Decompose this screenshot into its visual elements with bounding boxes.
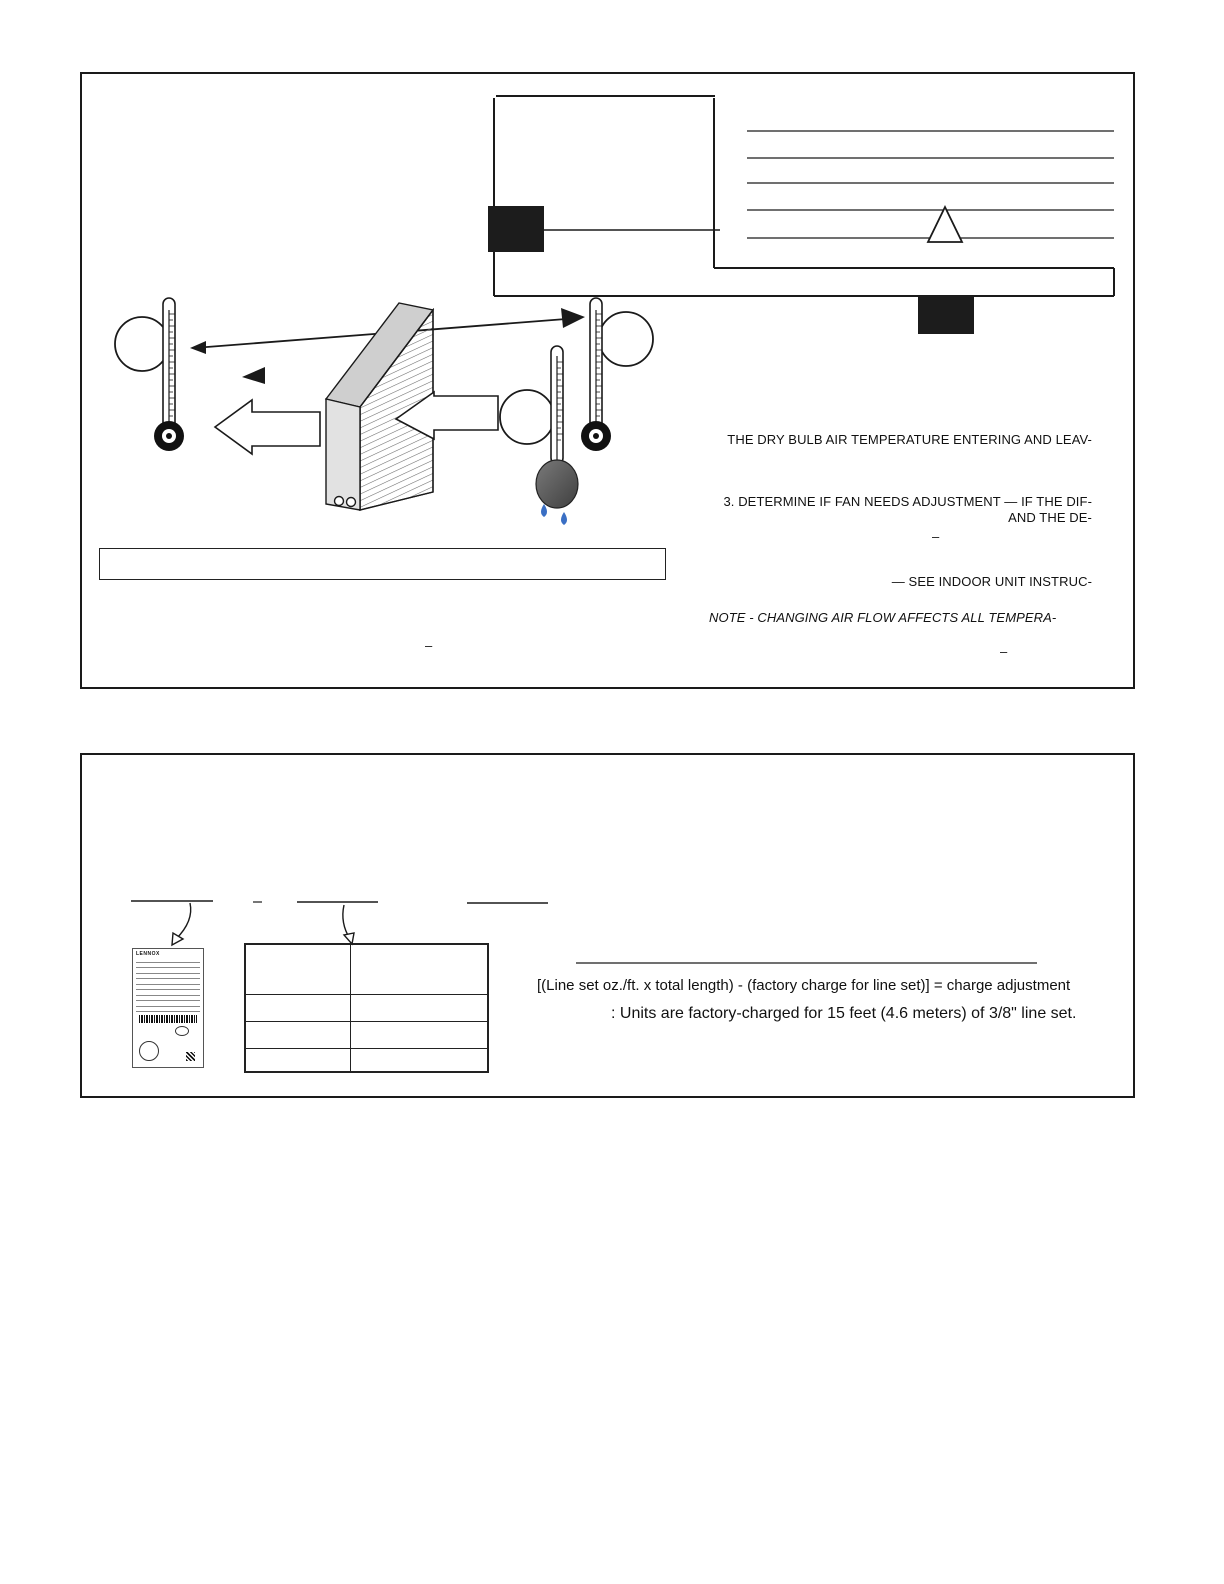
water-drop-icon [561,512,567,525]
figure-caption-box [99,548,666,580]
text-dash-1: – [932,529,940,544]
blank-lines [747,131,1114,238]
pointer-arrow-icon [176,903,350,939]
warning-triangle-icon [928,207,962,242]
table-cell [245,944,351,994]
table-cell [245,994,351,1021]
text-line-2: 3. DETERMINE IF FAN NEEDS ADJUSTMENT — IF THE DIF- [723,494,1092,509]
charge-adjustment-formula: [(Line set oz./ft. x total length) - (factory charge for line set)] = charge adjustment [537,977,1071,994]
water-drop-icon [541,504,547,517]
table-cell [245,1048,351,1072]
certification-seal-icon [139,1041,159,1061]
callout-block-left [488,206,544,252]
callout-block-bottom [918,296,974,334]
top-diagram-panel [80,72,1135,689]
text-line-4: — SEE INDOOR UNIT INSTRUC- [891,574,1092,589]
barcode [139,1015,197,1023]
table-cell [351,1021,489,1048]
table-cell [351,994,489,1021]
table-cell [245,1021,351,1048]
factory-charge-note: : Units are factory-charged for 15 feet (4.6 meters) of 3/8" line set. [611,1005,1077,1022]
thermometer-icon [581,298,653,451]
wet-bulb-thermometer-icon [500,346,578,525]
airflow-temperature-diagram [82,74,1137,691]
left-dash: – [425,638,433,653]
wet-bulb-wick-icon [536,460,578,508]
unit-outline [494,96,1114,296]
text-dash-2: – [1000,644,1008,659]
bottom-charge-panel [80,753,1135,1098]
table-cell [351,944,489,994]
unit-nameplate-label [132,948,204,1068]
table-cell [351,1048,489,1072]
nameplate-brand: LENNOX [136,951,160,957]
ul-mark-icon [175,1026,189,1036]
text-line-3: AND THE DE- [1008,510,1092,525]
thermometer-icon [115,298,184,451]
airflow-arrow-icon [215,400,320,454]
charge-diagram-lines [82,755,1137,1100]
line-set-table [244,943,489,1073]
qr-code-icon [186,1052,195,1061]
small-arrow-head [242,367,265,384]
note-line: NOTE - CHANGING AIR FLOW AFFECTS ALL TEMPERA- [709,610,1057,625]
text-line-1: THE DRY BULB AIR TEMPERATURE ENTERING AND LEAV- [727,432,1092,447]
